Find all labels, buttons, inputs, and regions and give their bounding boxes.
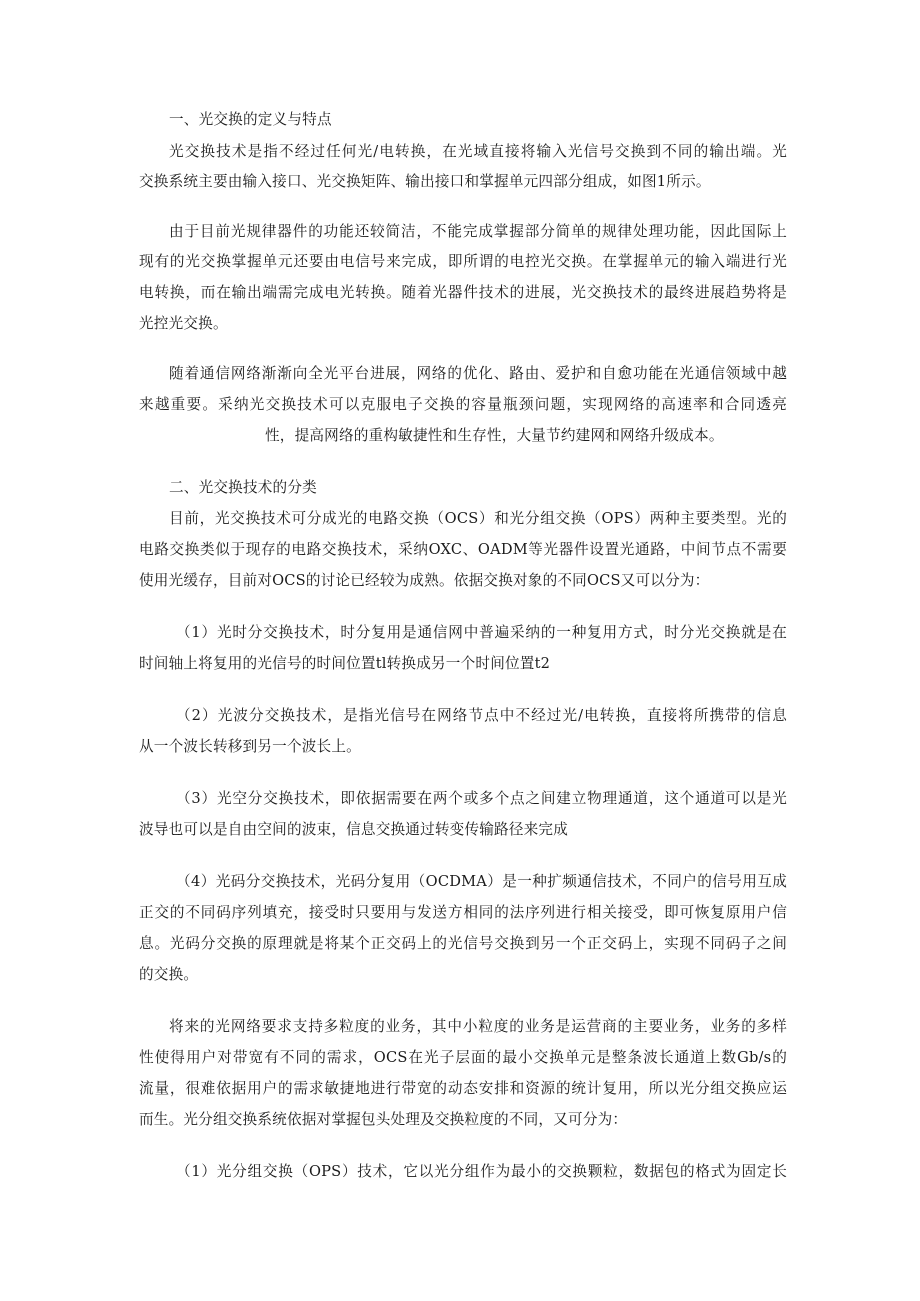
- paragraph-line: 交换系统主要由输入接口、光交换矩阵、输出接口和掌握单元四部分组成，如图1所示。: [139, 173, 711, 190]
- paragraph-line: 目前，光交换技术可分成光的电路交换（OCS）和光分组交换（OPS）两种主要类型。光的: [169, 510, 787, 527]
- paragraph-line: 电转换，而在输出端需完成电光转换。随着光器件技术的进展，光交换技术的最终进展趋势将是: [139, 284, 787, 301]
- list-item-line: 波导也可以是自由空间的波束，信息交换通过转变传输路径来完成: [139, 821, 569, 838]
- list-item-line: 息。光码分交换的原理就是将某个正交码上的光信号交换到另一个正交码上，实现不同码子之间: [139, 935, 787, 952]
- list-item-line: 时间轴上将复用的光信号的时间位置tl转换成另一个时间位置t2: [139, 655, 551, 672]
- section-heading-1: 一、光交换的定义与特点: [169, 111, 332, 128]
- paragraph-line: 使用光缓存，目前对OCS的讨论已经较为成熟。依据交换对象的不同OCS又可以分为：: [139, 572, 710, 589]
- paragraph-line: 而生。光分组交换系统依据对掌握包头处理及交换粒度的不同，又可分为：: [139, 1111, 628, 1128]
- paragraph-line: 性，提高网络的重构敏捷性和生存性，大量节约建网和网络升级成本。: [265, 427, 724, 444]
- paragraph-line: 来越重要。采纳光交换技术可以克服电子交换的容量瓶颈问题，实现网络的高速率和合同透亮: [139, 396, 787, 413]
- list-item-line: 从一个波长转移到另一个波长上。: [139, 738, 361, 755]
- paragraph-line: 随着通信网络渐渐向全光平台进展，网络的优化、路由、爱护和自愈功能在光通信领域中越: [169, 365, 787, 382]
- list-item-line: （2）光波分交换技术，是指光信号在网络节点中不经过光/电转换，直接将所携带的信息: [176, 707, 787, 724]
- list-item-line: 正交的不同码序列填充，接受时只要用与发送方相同的法序列进行相关接受，即可恢复原用户信: [139, 904, 787, 921]
- paragraph-line: 性使得用户对带宽有不同的需求，OCS在光子层面的最小交换单元是整条波长通道上数Gb/s的: [139, 1049, 787, 1066]
- paragraph-line: 光交换技术是指不经过任何光/电转换，在光域直接将输入光信号交换到不同的输出端。光: [169, 143, 787, 160]
- list-item-line: （1）光分组交换（OPS）技术，它以光分组作为最小的交换颗粒，数据包的格式为固定长: [176, 1163, 787, 1180]
- paragraph-line: 由于目前光规律器件的功能还较简洁，不能完成掌握部分简单的规律处理功能，因此国际上: [169, 223, 787, 240]
- list-item-line: （4）光码分交换技术，光码分复用（OCDMA）是一种扩频通信技术，不同户的信号用互成: [176, 873, 787, 890]
- list-item-line: 的交换。: [139, 966, 199, 983]
- paragraph-line: 流量，很难依据用户的需求敏捷地进行带宽的动态安排和资源的统计复用，所以光分组交换应运: [139, 1080, 787, 1097]
- section-heading-2: 二、光交换技术的分类: [169, 479, 317, 496]
- list-item-line: （1）光时分交换技术，时分复用是通信网中普遍采纳的一种复用方式，时分光交换就是在: [176, 624, 787, 641]
- paragraph-line: 电路交换类似于现存的电路交换技术，采纳OXC、OADM等光器件设置光通路，中间节点不需要: [139, 541, 787, 558]
- paragraph-line: 将来的光网络要求支持多粒度的业务，其中小粒度的业务是运营商的主要业务，业务的多样: [169, 1018, 787, 1035]
- paragraph-line: 现有的光交换掌握单元还要由电信号来完成，即所谓的电控光交换。在掌握单元的输入端进行光: [139, 253, 787, 270]
- list-item-line: （3）光空分交换技术，即依据需要在两个或多个点之间建立物理通道，这个通道可以是光: [176, 790, 787, 807]
- paragraph-line: 光控光交换。: [139, 315, 228, 332]
